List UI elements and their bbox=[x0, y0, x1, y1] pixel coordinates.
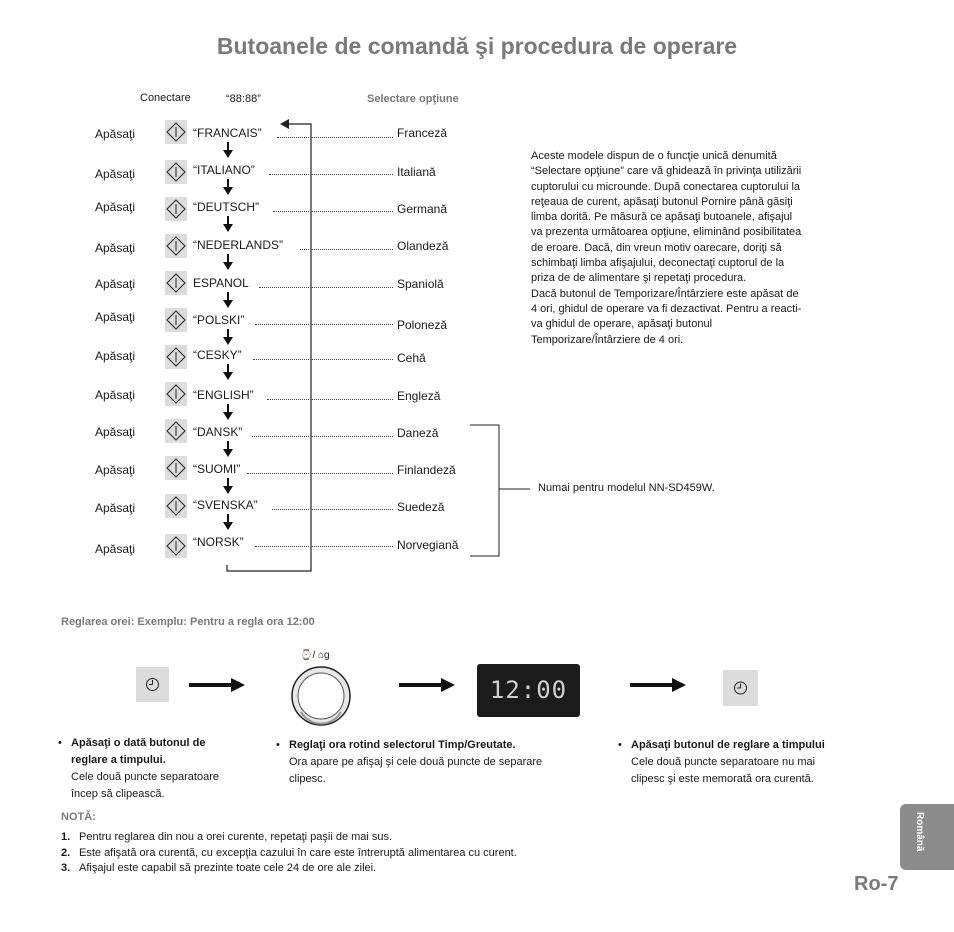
start-button[interactable] bbox=[165, 271, 187, 295]
language-label: Franceză bbox=[397, 126, 448, 140]
start-button[interactable] bbox=[165, 456, 187, 480]
press-label: Apăsaţi bbox=[95, 241, 136, 255]
arrow-right-icon bbox=[189, 678, 245, 692]
start-button[interactable] bbox=[165, 382, 187, 406]
option-label: “NEDERLANDS” bbox=[193, 238, 284, 252]
language-label: Olandeză bbox=[397, 239, 449, 253]
start-button[interactable] bbox=[165, 345, 187, 369]
step-2-text: • Reglaţi ora rotind selectorul Timp/Greutate. Ora apare pe afişaj şi cele două puncte de separare clipesc. bbox=[276, 739, 543, 785]
press-label: Apăsaţi bbox=[95, 463, 136, 477]
arrow-down-icon bbox=[223, 404, 233, 420]
press-label: Apăsaţi bbox=[95, 277, 136, 291]
start-diamond-icon bbox=[165, 160, 187, 184]
option-label: “DANSK” bbox=[193, 425, 243, 439]
arrow-down-icon bbox=[223, 329, 233, 345]
oven-display bbox=[477, 664, 580, 717]
leader-line bbox=[252, 436, 393, 437]
start-button[interactable] bbox=[165, 494, 187, 518]
press-label: Apăsaţi bbox=[95, 167, 136, 181]
clock-icon bbox=[136, 667, 169, 702]
start-diamond-icon bbox=[165, 456, 187, 480]
arrow-right-icon bbox=[399, 678, 455, 692]
start-diamond-icon bbox=[165, 534, 187, 558]
note-list: 1. Pentru reglarea din nou a orei curente, repetaţi paşii de mai sus. 2. Este afişată ora curentă, cu excepţia cazului în care este întreruptă alimentarea cu curent. 3. Afişajul este capabil să prezinte toate cele 24 de ore ale zilei. bbox=[61, 831, 517, 874]
column-header: Selectare opţiune bbox=[367, 93, 459, 105]
arrow-down-icon bbox=[223, 179, 233, 195]
language-tab: Română bbox=[900, 804, 954, 870]
option-label: “FRANCAIS” bbox=[193, 126, 262, 140]
start-diamond-icon bbox=[165, 197, 187, 221]
page-number: Ro-7 bbox=[854, 873, 899, 895]
clock-icon bbox=[723, 670, 758, 706]
start-diamond-icon bbox=[165, 494, 187, 518]
language-label: Norvegiană bbox=[397, 538, 459, 552]
option-label: “SVENSKA” bbox=[193, 498, 258, 512]
leader-line bbox=[273, 211, 393, 212]
language-label: Poloneză bbox=[397, 318, 448, 332]
time-weight-dial[interactable] bbox=[289, 664, 353, 728]
leader-line bbox=[300, 249, 393, 250]
language-label: Engleză bbox=[397, 389, 441, 403]
start-diamond-icon bbox=[165, 308, 187, 332]
arrow-down-icon bbox=[223, 364, 233, 380]
step-1-text: • Apăsaţi o dată butonul de reglare a timpului. Cele două puncte separatoare încep să clipească. bbox=[58, 737, 219, 800]
arrow-down-icon bbox=[223, 142, 233, 158]
dial-label: ⌚/ ⌂g bbox=[300, 650, 330, 661]
step-3-text: • Apăsaţi butonul de reglare a timpului Cele două puncte separatoare nu mai clipesc şi este memorată ora curentă. bbox=[618, 739, 825, 785]
timer-button[interactable] bbox=[136, 667, 169, 702]
leader-line bbox=[272, 509, 393, 510]
option-label: “ENGLISH” bbox=[193, 388, 254, 402]
note-heading: NOTĂ: bbox=[61, 811, 96, 823]
start-diamond-icon bbox=[165, 234, 187, 258]
press-label: Apăsaţi bbox=[95, 310, 136, 324]
timer-button[interactable] bbox=[723, 670, 758, 706]
leader-line bbox=[259, 287, 393, 288]
initial-display-label: “88:88” bbox=[226, 93, 261, 105]
option-label: “CESKY” bbox=[193, 348, 242, 362]
start-button[interactable] bbox=[165, 419, 187, 443]
option-label: “DEUTSCH” bbox=[193, 200, 259, 214]
press-label: Apăsaţi bbox=[95, 200, 136, 214]
leader-line bbox=[269, 174, 393, 175]
language-label: Daneză bbox=[397, 426, 439, 440]
start-button[interactable] bbox=[165, 120, 187, 144]
language-label: Italiană bbox=[397, 165, 436, 179]
language-label: Spaniolă bbox=[397, 277, 444, 291]
connect-label: Conectare bbox=[140, 92, 191, 104]
page-title: Butoanele de comandă şi procedura de operare bbox=[216, 33, 738, 59]
arrow-down-icon bbox=[223, 216, 233, 232]
language-label: Finlandeză bbox=[397, 463, 456, 477]
arrow-right-icon bbox=[630, 678, 686, 692]
option-label: “NORSK” bbox=[193, 535, 244, 549]
model-note: Numai pentru modelul NN-SD459W. bbox=[538, 482, 715, 494]
language-label: Suedeză bbox=[397, 500, 445, 514]
option-label: “POLSKI” bbox=[193, 313, 245, 327]
start-diamond-icon bbox=[165, 419, 187, 443]
leader-line bbox=[255, 324, 393, 325]
option-label: “SUOMI” bbox=[193, 462, 241, 476]
press-label: Apăsaţi bbox=[95, 127, 136, 141]
start-diamond-icon bbox=[165, 345, 187, 369]
start-diamond-icon bbox=[165, 271, 187, 295]
leader-line bbox=[253, 359, 393, 360]
leader-line bbox=[277, 137, 393, 138]
press-label: Apăsaţi bbox=[95, 501, 136, 515]
start-diamond-icon bbox=[165, 120, 187, 144]
clock-section-heading: Reglarea orei: Exemplu: Pentru a regla ora 12:00 bbox=[61, 616, 315, 628]
start-diamond-icon bbox=[165, 382, 187, 406]
language-label: Cehă bbox=[397, 351, 426, 365]
option-label: “ITALIANO” bbox=[193, 163, 255, 177]
arrow-down-icon bbox=[223, 514, 233, 530]
arrow-down-icon bbox=[223, 478, 233, 494]
language-label: Germană bbox=[397, 202, 448, 216]
start-button[interactable] bbox=[165, 197, 187, 221]
leader-line bbox=[255, 546, 393, 547]
start-button[interactable] bbox=[165, 234, 187, 258]
leader-line bbox=[247, 473, 393, 474]
leader-line bbox=[267, 399, 393, 400]
start-button[interactable] bbox=[165, 160, 187, 184]
arrow-down-icon bbox=[223, 254, 233, 270]
arrow-down-icon bbox=[223, 292, 233, 308]
press-label: Apăsaţi bbox=[95, 542, 136, 556]
arrow-down-icon bbox=[223, 441, 233, 457]
description-text: Aceste modele dispun de o funcţie unică denumită “Selectare opţiune” care vă ghidează în privinţa utilizării cuptorului cu microunde. După conectarea cuptorului la reţeaua de curent, apăsaţi butonul Pornire până găsiţi limba dorită. Pe măsură ce apăsaţi butoanele, afişajul va prezenta următoarea opţiune, eliminând posibilitatea de eroare. Dacă, din vreun motiv oarecare, doriţi să schimbaţi limba afişajului, deconectaţi cuptorul de la priza de de alimentare şi repetaţi procedura. Dacă butonul de Temporizare/Întârziere este apăsat de 4 ori, ghidul de operare va fi dezactivat. Pentru a reacti- va ghidul de operare, apăsaţi butonul Temporizare/Întârziere de 4 ori. bbox=[531, 150, 802, 346]
press-label: Apăsaţi bbox=[95, 349, 136, 363]
option-label: ESPANOL bbox=[193, 276, 249, 290]
start-button[interactable] bbox=[165, 308, 187, 332]
press-label: Apăsaţi bbox=[95, 388, 136, 402]
start-button[interactable] bbox=[165, 534, 187, 558]
display-time: 12:00 bbox=[489, 676, 568, 704]
press-label: Apăsaţi bbox=[95, 425, 136, 439]
